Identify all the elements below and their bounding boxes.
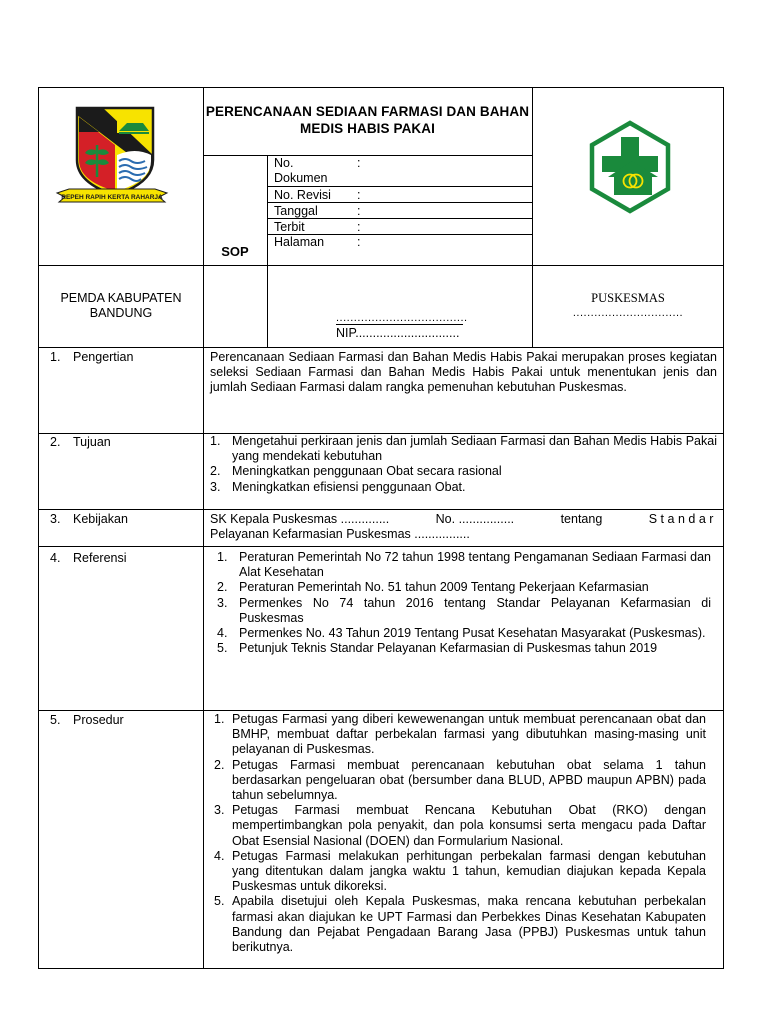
meta-colon: : bbox=[357, 235, 361, 249]
right-org-dots: ............................... bbox=[572, 307, 684, 319]
section-number: 5. bbox=[50, 713, 61, 727]
referensi-list bbox=[217, 550, 711, 656]
list-item: 3. Meningkatkan efisiensi penggunaan Obat. bbox=[210, 479, 466, 494]
left-org-name: PEMDA KABUPATEN BANDUNG bbox=[60, 291, 182, 320]
section-number: 1. bbox=[50, 350, 61, 364]
list-item: 1. Peraturan Pemerintah No 72 tahun 1998 tentang Pengamanan Sediaan Farmasi dan Alat Kesehatan bbox=[217, 550, 711, 580]
section-label: Pengertian bbox=[73, 350, 134, 364]
meta-colon: : bbox=[357, 156, 361, 170]
list-item: 4. Petugas Farmasi melakukan perhitungan perbekalan farmasi dengan kebutuhan yang ditentukan dalam jangka waktu 1 tahun, kemudian diajukan kepada Kepala Puskesmas untuk dikoreksi. bbox=[214, 848, 706, 894]
section-label: Referensi bbox=[73, 551, 127, 565]
kebijakan-line-1: SK Kepala Puskesmas .............. No. ................ tentang Standar bbox=[210, 512, 717, 526]
list-item: 3. Permenkes No 74 tahun 2016 tentang Standar Pelayanan Kefarmasian di Puskesmas bbox=[217, 595, 711, 625]
meta-colon: : bbox=[357, 204, 361, 218]
puskesmas-logo bbox=[588, 119, 672, 215]
meta-colon: : bbox=[357, 220, 361, 234]
list-item: 2. Petugas Farmasi membuat perencanaan kebutuhan obat selama 1 tahun berdasarkan pengeluaran obat (bersumber dana BLUD, APBD maupun APBN) pada tahun sebelumnya. bbox=[214, 757, 706, 803]
list-item: 2. Peraturan Pemerintah No. 51 tahun 2009 Tentang Pekerjaan Kefarmasian bbox=[217, 580, 649, 595]
list-item: 1. Petugas Farmasi yang diberi kewewenangan untuk membuat perencanaan obat dan BMHP, membuat daftar perbekalan farmasi yang dibutuhkan masing-masing unit pelayanan di Puskesmas. bbox=[214, 712, 706, 757]
sop-label: SOP bbox=[221, 244, 249, 259]
section-pengertian-text: Perencanaan Sediaan Farmasi dan Bahan Medis Habis Pakai merupakan proses kegiatan seleksi Sediaan Farmasi dan Bahan Medis Habis Pakai untuk menentukan jenis dan jumlah Sediaan Farmasi dalam rangka pemenuhan kebutuhan Puskesmas. bbox=[210, 350, 717, 395]
list-item: 1. Mengetahui perkiraan jenis dan jumlah Sediaan Farmasi dan Bahan Medis Habis Pakai yang mendekati kebutuhan bbox=[210, 434, 717, 464]
list-item: 2. Meningkatkan penggunaan Obat secara rasional bbox=[210, 464, 502, 479]
meta-label: Tanggal bbox=[274, 204, 318, 218]
meta-label: No. bbox=[274, 156, 294, 170]
section-number: 2. bbox=[50, 435, 61, 449]
kabupaten-bandung-logo bbox=[55, 105, 170, 210]
signature-underline bbox=[336, 324, 463, 325]
section-number: 4. bbox=[50, 551, 61, 565]
meta-label: No. Revisi bbox=[274, 188, 331, 202]
logo-motto: REPEH RAPIH KERTA RAHARJA bbox=[61, 194, 163, 201]
nip-field: NIP.............................. bbox=[336, 326, 460, 340]
section-label: Tujuan bbox=[73, 435, 111, 449]
meta-label: Terbit bbox=[274, 220, 305, 234]
list-item: 3. Petugas Farmasi membuat Rencana Kebutuhan Obat (RKO) dengan mempertimbangkan pola penyakit, dan pola konsumsi serta mengacu pada Daftar Obat Esensial Nasional (DOEN) dan Formularium Nasional. bbox=[214, 803, 706, 848]
meta-label: Dokumen bbox=[274, 171, 328, 185]
right-org-name: PUSKESMAS bbox=[591, 291, 665, 305]
kebijakan-line-2: Pelayanan Kefarmasian Puskesmas ................ bbox=[210, 527, 470, 541]
signature-line: ..................................... bbox=[336, 312, 468, 324]
section-number: 3. bbox=[50, 512, 61, 526]
list-item: 4. Permenkes No. 43 Tahun 2019 Tentang Pusat Kesehatan Masyarakat (Puskesmas). bbox=[217, 626, 706, 641]
list-item: 5. Apabila disetujui oleh Kepala Puskesmas, maka rencana kebutuhan perbekalan farmasi akan diajukan ke UPT Farmasi dan Perbekkes Dinas Kesehatan Kabupaten Bandung dan Pejabat Pengadaan Barang Jasa (PPBJ) Puskesmas untuk tahun berikutnya. bbox=[214, 894, 706, 955]
section-label: Prosedur bbox=[73, 713, 124, 727]
meta-label: Halaman bbox=[274, 235, 325, 249]
tujuan-list bbox=[210, 434, 717, 495]
meta-colon: : bbox=[357, 188, 361, 202]
list-item: 5. Petunjuk Teknis Standar Pelayanan Kefarmasian di Puskesmas tahun 2019 bbox=[217, 641, 658, 656]
document-title: PERENCANAAN SEDIAAN FARMASI DAN BAHAN MEDIS HABIS PAKAI bbox=[205, 104, 530, 136]
section-label: Kebijakan bbox=[73, 512, 128, 526]
prosedur-list bbox=[214, 712, 706, 955]
